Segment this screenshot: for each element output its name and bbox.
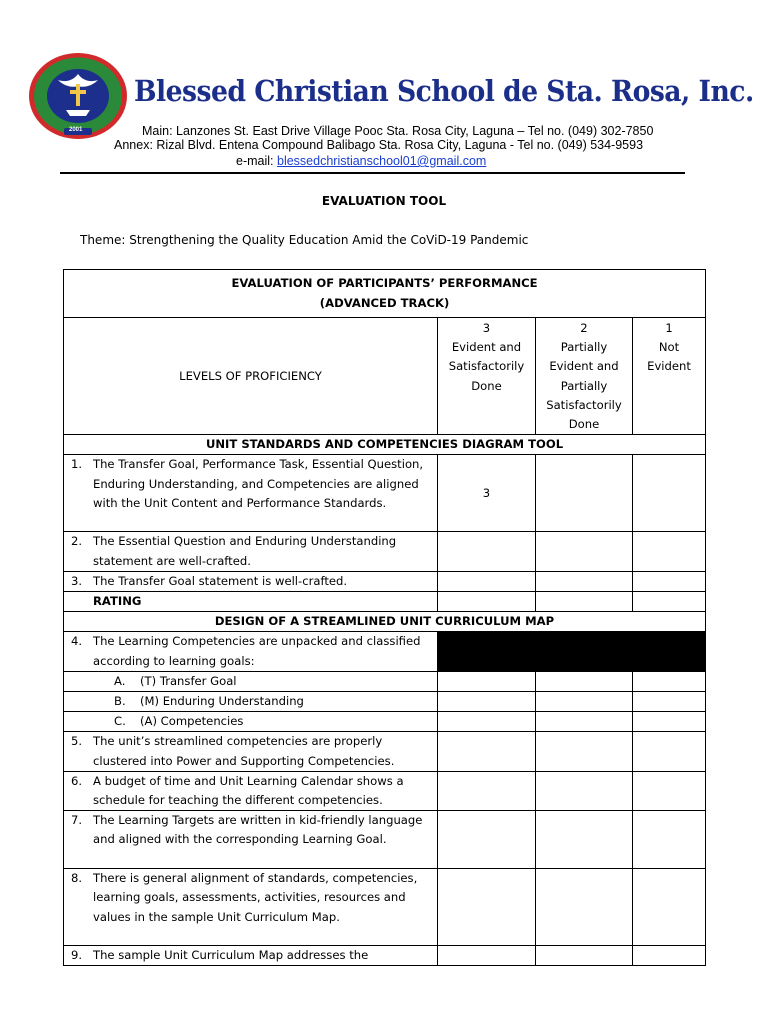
score-3-cell[interactable] bbox=[438, 946, 536, 966]
subitem-cell: C. (A) Competencies bbox=[64, 712, 438, 732]
header-rule bbox=[60, 172, 685, 174]
scale-2-header: 2 Partially Evident and Partially Satisfactorily Done bbox=[536, 318, 633, 435]
subitem-cell: B. (M) Enduring Understanding bbox=[64, 692, 438, 712]
rating-2-cell[interactable] bbox=[536, 592, 633, 612]
score-1-cell[interactable] bbox=[633, 712, 706, 732]
score-3-cell[interactable] bbox=[438, 571, 536, 591]
score-3-cell[interactable] bbox=[438, 771, 536, 810]
rating-row bbox=[64, 592, 706, 612]
score-2-cell[interactable] bbox=[536, 811, 633, 869]
criterion-cell: 2. The Essential Question and Enduring Understanding statement are well-crafted. bbox=[64, 532, 438, 571]
score-3-cell[interactable] bbox=[438, 869, 536, 946]
criterion-cell: 9. The sample Unit Curriculum Map addresses the bbox=[64, 946, 438, 966]
score-2-cell[interactable] bbox=[536, 712, 633, 732]
score-2-cell[interactable] bbox=[536, 671, 633, 691]
scale-1-header: 1 Not Evident bbox=[633, 318, 706, 435]
criterion-cell: 8. There is general alignment of standards, competencies, learning goals, assessments, activities, resources and values in the sample Unit Curriculum Map. bbox=[64, 869, 438, 946]
table-row bbox=[64, 946, 706, 966]
main-address: Main: Lanzones St. East Drive Village Pooc Sta. Rosa City, Laguna – Tel no. (049) 302-7850 bbox=[142, 124, 654, 138]
school-name: Blessed Christian School de Sta. Rosa, Inc. bbox=[134, 74, 754, 108]
score-1-cell[interactable] bbox=[633, 946, 706, 966]
email-line bbox=[236, 154, 486, 168]
criterion-cell: 3. The Transfer Goal statement is well-crafted. bbox=[64, 571, 438, 591]
criterion-cell: 5. The unit’s streamlined competencies are properly clustered into Power and Supporting Competencies. bbox=[64, 732, 438, 771]
score-3-cell[interactable] bbox=[438, 811, 536, 869]
section-row bbox=[64, 435, 706, 455]
evaluation-table bbox=[63, 269, 706, 966]
table-row bbox=[64, 811, 706, 869]
table-row bbox=[64, 571, 706, 591]
blacked-out-cell bbox=[438, 632, 706, 671]
document-title: EVALUATION TOOL bbox=[321, 194, 447, 208]
table-row bbox=[64, 869, 706, 946]
score-1-cell[interactable] bbox=[633, 732, 706, 771]
score-3-cell[interactable] bbox=[438, 732, 536, 771]
score-1-cell[interactable] bbox=[633, 571, 706, 591]
score-2-cell[interactable] bbox=[536, 869, 633, 946]
rating-label: RATING bbox=[64, 592, 438, 612]
levels-of-proficiency-label: LEVELS OF PROFICIENCY bbox=[64, 318, 438, 435]
table-heading: EVALUATION OF PARTICIPANTS’ PERFORMANCE (ADVANCED TRACK) bbox=[64, 270, 706, 318]
table-row bbox=[64, 632, 706, 671]
section-heading: DESIGN OF A STREAMLINED UNIT CURRICULUM MAP bbox=[64, 612, 706, 632]
table-row bbox=[64, 671, 706, 691]
score-3-cell[interactable] bbox=[438, 532, 536, 571]
scale-header-row bbox=[64, 318, 706, 435]
table-row bbox=[64, 532, 706, 571]
table-row bbox=[64, 692, 706, 712]
table-row bbox=[64, 732, 706, 771]
email-label: e-mail: bbox=[236, 154, 274, 168]
table-row bbox=[64, 712, 706, 732]
score-3-cell[interactable] bbox=[438, 712, 536, 732]
section-row bbox=[64, 612, 706, 632]
score-3-cell[interactable]: 3 bbox=[438, 455, 536, 532]
letterhead bbox=[0, 0, 768, 180]
score-2-cell[interactable] bbox=[536, 692, 633, 712]
score-2-cell[interactable] bbox=[536, 532, 633, 571]
score-1-cell[interactable] bbox=[633, 455, 706, 532]
score-2-cell[interactable] bbox=[536, 771, 633, 810]
score-1-cell[interactable] bbox=[633, 671, 706, 691]
rating-1-cell[interactable] bbox=[633, 592, 706, 612]
score-3-cell[interactable] bbox=[438, 671, 536, 691]
criterion-cell: 1. The Transfer Goal, Performance Task, Essential Question, Enduring Understanding, and Competencies are aligned with the Unit Content and Performance Standards. bbox=[64, 455, 438, 532]
annex-address: Annex: Rizal Blvd. Entena Compound Balibago Sta. Rosa City, Laguna - Tel no. (049) 534-9593 bbox=[114, 138, 644, 152]
score-1-cell[interactable] bbox=[633, 692, 706, 712]
criterion-cell: 4. The Learning Competencies are unpacked and classified according to learning goals: bbox=[64, 632, 438, 671]
logo-year: 2001 bbox=[69, 127, 83, 133]
rating-3-cell[interactable] bbox=[438, 592, 536, 612]
subitem-cell: A. (T) Transfer Goal bbox=[64, 671, 438, 691]
score-2-cell[interactable] bbox=[536, 455, 633, 532]
section-heading: UNIT STANDARDS AND COMPETENCIES DIAGRAM TOOL bbox=[64, 435, 706, 455]
score-1-cell[interactable] bbox=[633, 811, 706, 869]
score-3-cell[interactable] bbox=[438, 692, 536, 712]
criterion-cell: 6. A budget of time and Unit Learning Calendar shows a schedule for teaching the different competencies. bbox=[64, 771, 438, 810]
score-2-cell[interactable] bbox=[536, 732, 633, 771]
email-link[interactable]: blessedchristianschool01@gmail.com bbox=[277, 154, 487, 168]
score-2-cell[interactable] bbox=[536, 946, 633, 966]
scale-3-header: 3 Evident and Satisfactorily Done bbox=[438, 318, 536, 435]
criterion-cell: 7. The Learning Targets are written in kid-friendly language and aligned with the corresponding Learning Goal. bbox=[64, 811, 438, 869]
table-row bbox=[64, 455, 706, 532]
table-heading-row bbox=[64, 270, 706, 318]
score-1-cell[interactable] bbox=[633, 869, 706, 946]
score-1-cell[interactable] bbox=[633, 532, 706, 571]
table-row bbox=[64, 771, 706, 810]
theme-line: Theme: Strengthening the Quality Education Amid the CoViD-19 Pandemic bbox=[80, 233, 529, 247]
score-2-cell[interactable] bbox=[536, 571, 633, 591]
score-1-cell[interactable] bbox=[633, 771, 706, 810]
